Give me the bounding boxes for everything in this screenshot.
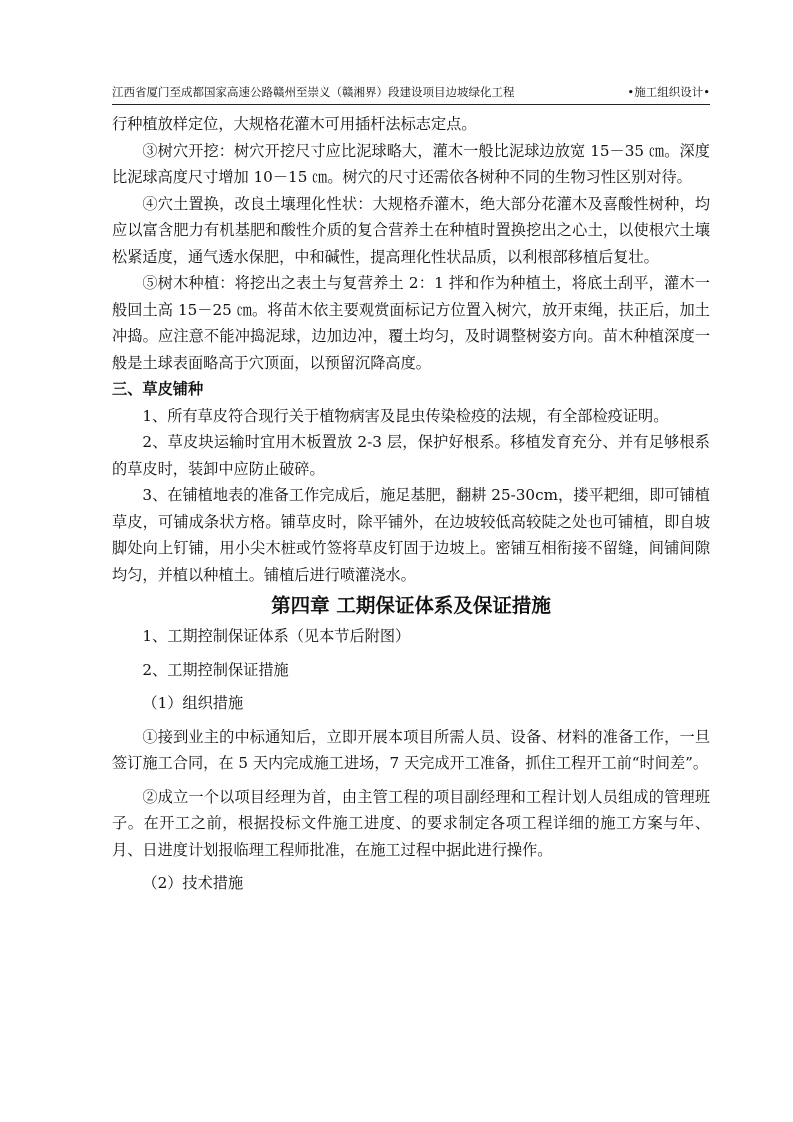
paragraph-pit-digging: ③树穴开挖：树穴开挖尺寸应比泥球略大，灌木一般比泥球边放宽 15－35 ㎝。深度比泥球高度尺寸增加 10－15 ㎝。树穴的尺寸还需依各树种不同的生物习性区别对待。 bbox=[112, 141, 710, 186]
paragraph-schedule-system: 1、工期控制保证体系（见本节后附图） bbox=[142, 627, 411, 645]
paragraph-bid-notice: ①接到业主的中标通知后，立即开展本项目所需人员、设备、材料的准备工作，一旦签订施工合同，在 5 天内完成施工进场，7 天完成开工准备，抓住工程开工前“时间差”。 bbox=[112, 727, 710, 772]
paragraph-management-team: ②成立一个以项目经理为首，由主管工程的项目副经理和工程计划人员组成的管理班子。在开工之前，根据投标文件施工进度、的要求制定各项工程详细的施工方案与年、月、日进度计划报临理工程师批准，在施工过程中据此进行操作。 bbox=[112, 787, 710, 859]
paragraph-turf-laying: 3、在铺植地表的准备工作完成后，施足基肥，翻耕 25-30cm，搂平耙细，即可铺植草皮，可铺成条状方格。铺草皮时，除平铺外，在边坡较低高较陡之处也可铺植，即自坡脚处向上钉铺，用小尖木桩或竹签将草皮钉固于边坡上。密铺互相衔接不留缝，间铺间隙均匀，并植以种植土。铺植后进行喷灌浇水。 bbox=[112, 486, 710, 584]
header-divider bbox=[112, 104, 710, 105]
document-body bbox=[112, 111, 710, 897]
paragraph-tech-measures: （2）技术措施 bbox=[142, 874, 244, 892]
section-heading-turf: 三、草皮铺种 bbox=[112, 380, 204, 398]
header-doc-type: •施工组织设计• bbox=[627, 85, 710, 99]
paragraph-turf-transport: 2、草皮块运输时宜用木板置放 2-3 层，保护好根系。移植发育充分、并有足够根系的草皮时，装卸中应防止破碎。 bbox=[112, 433, 710, 478]
paragraph-planting-layout: 行种植放样定位，大规格花灌木可用插杆法标志定点。 bbox=[112, 115, 477, 133]
paragraph-turf-quarantine: 1、所有草皮符合现行关于植物病害及昆虫传染检疫的法规，有全部检疫证明。 bbox=[142, 406, 669, 425]
paragraph-schedule-measures: 2、工期控制保证措施 bbox=[142, 660, 289, 679]
header-project-title: 江西省厦门至成都国家高速公路赣州至崇义（赣湘界）段建设项目边坡绿化工程 bbox=[112, 85, 515, 99]
chapter-heading: 第四章 工期保证体系及保证措施 bbox=[271, 594, 551, 617]
page-header bbox=[112, 82, 710, 102]
paragraph-org-measures: （1）组织措施 bbox=[142, 694, 244, 712]
paragraph-soil-replacement: ④穴土置换，改良土壤理化性状：大规格乔灌木，绝大部分花灌木及喜酸性树种，均应以富含肥力有机基肥和酸性介质的复合营养土在种植时置换挖出之心土，以使根穴土壤松紧适度，通气透水保肥，中和碱性，提高理化性状品质，以利根部移植后复壮。 bbox=[112, 194, 710, 266]
paragraph-tree-planting: ⑤树木种植：将挖出之表土与复营养土 2：1 拌和作为种植土，将底土刮平，灌木一般回土高 15－25 ㎝。将苗木依主要观赏面标记方位置入树穴，放开束绳，扶正后，加土冲捣。应注意不能冲捣泥球，边加边冲，覆土均匀，及时调整树姿方向。苗木种植深度一般是土球表面略高于穴顶面，以预留沉降高度。 bbox=[112, 274, 710, 372]
